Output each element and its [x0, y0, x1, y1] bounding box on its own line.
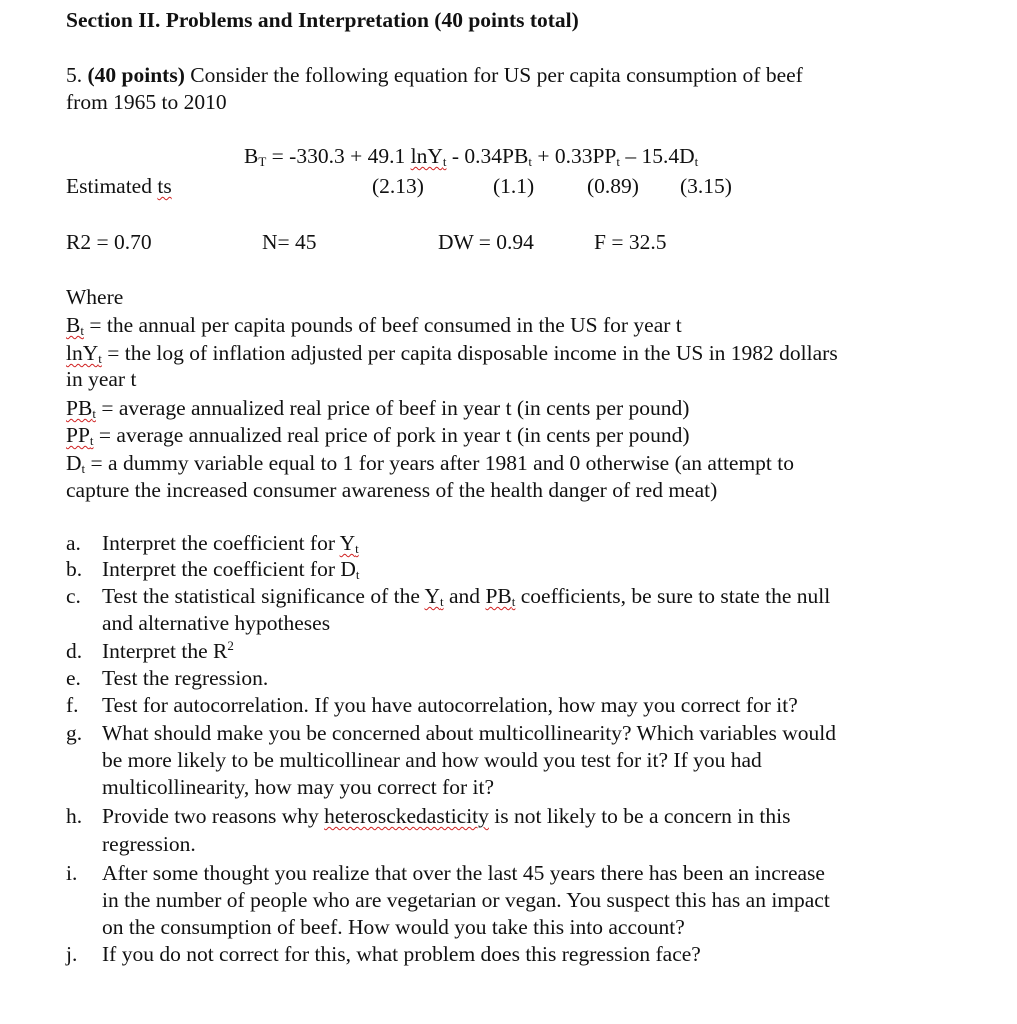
r-squared: R2 = 0.70: [66, 230, 152, 254]
problem-points: (40 points): [87, 63, 185, 87]
where-heading: Where: [66, 285, 124, 309]
def-pp: $PP_t$ = average annualized real price of pork in year t (in cents per pound): [66, 423, 690, 448]
def-pb: $PB_t$ = average annualized real price of beef in year t (in cents per pound): [66, 396, 690, 421]
def-dummy-cont: capture the increased consumer awareness of the health danger of red meat): [66, 478, 718, 502]
sample-size: N= 45: [262, 230, 317, 254]
t-stat-pb: (1.1): [493, 174, 535, 198]
regression-equation: $B_T = -330.3 + 49.1$ $\ln Y_t - 0.34PB_t + 0.33PP_t - 15.4D_t$: [244, 144, 699, 169]
def-dummy: $D_t = a$ dummy variable equal to 1 for years after 1981 and 0 otherwise (an attempt to: [66, 451, 795, 476]
problem-statement-line1: [66, 62, 803, 89]
def-lny-cont: in year t: [66, 367, 137, 391]
estimated-ts-label: Estimated ts: [66, 174, 172, 198]
problem-number: 5.: [66, 63, 83, 87]
section-title: Section II. Problems and Interpretation (40 points total): [66, 8, 579, 32]
t-stat-lny: (2.13): [372, 174, 424, 198]
t-stat-pp: (0.89): [587, 174, 639, 198]
f-statistic: F = 32.5: [594, 230, 667, 254]
t-stat-d: (3.15): [680, 174, 732, 198]
durbin-watson: DW = 0.94: [438, 230, 534, 254]
def-beef: $B_t$ = the annual per capita pounds of beef consumed in the US for year t: [66, 313, 682, 338]
problem-statement-line2: from 1965 to 2010: [66, 90, 227, 114]
problem-text: Consider the following equation for US per capita consumption of beef: [190, 63, 803, 87]
def-lny: lnY$_t$ = the log of inflation adjusted per capita disposable income in the US in 1982 dollars: [66, 341, 838, 366]
